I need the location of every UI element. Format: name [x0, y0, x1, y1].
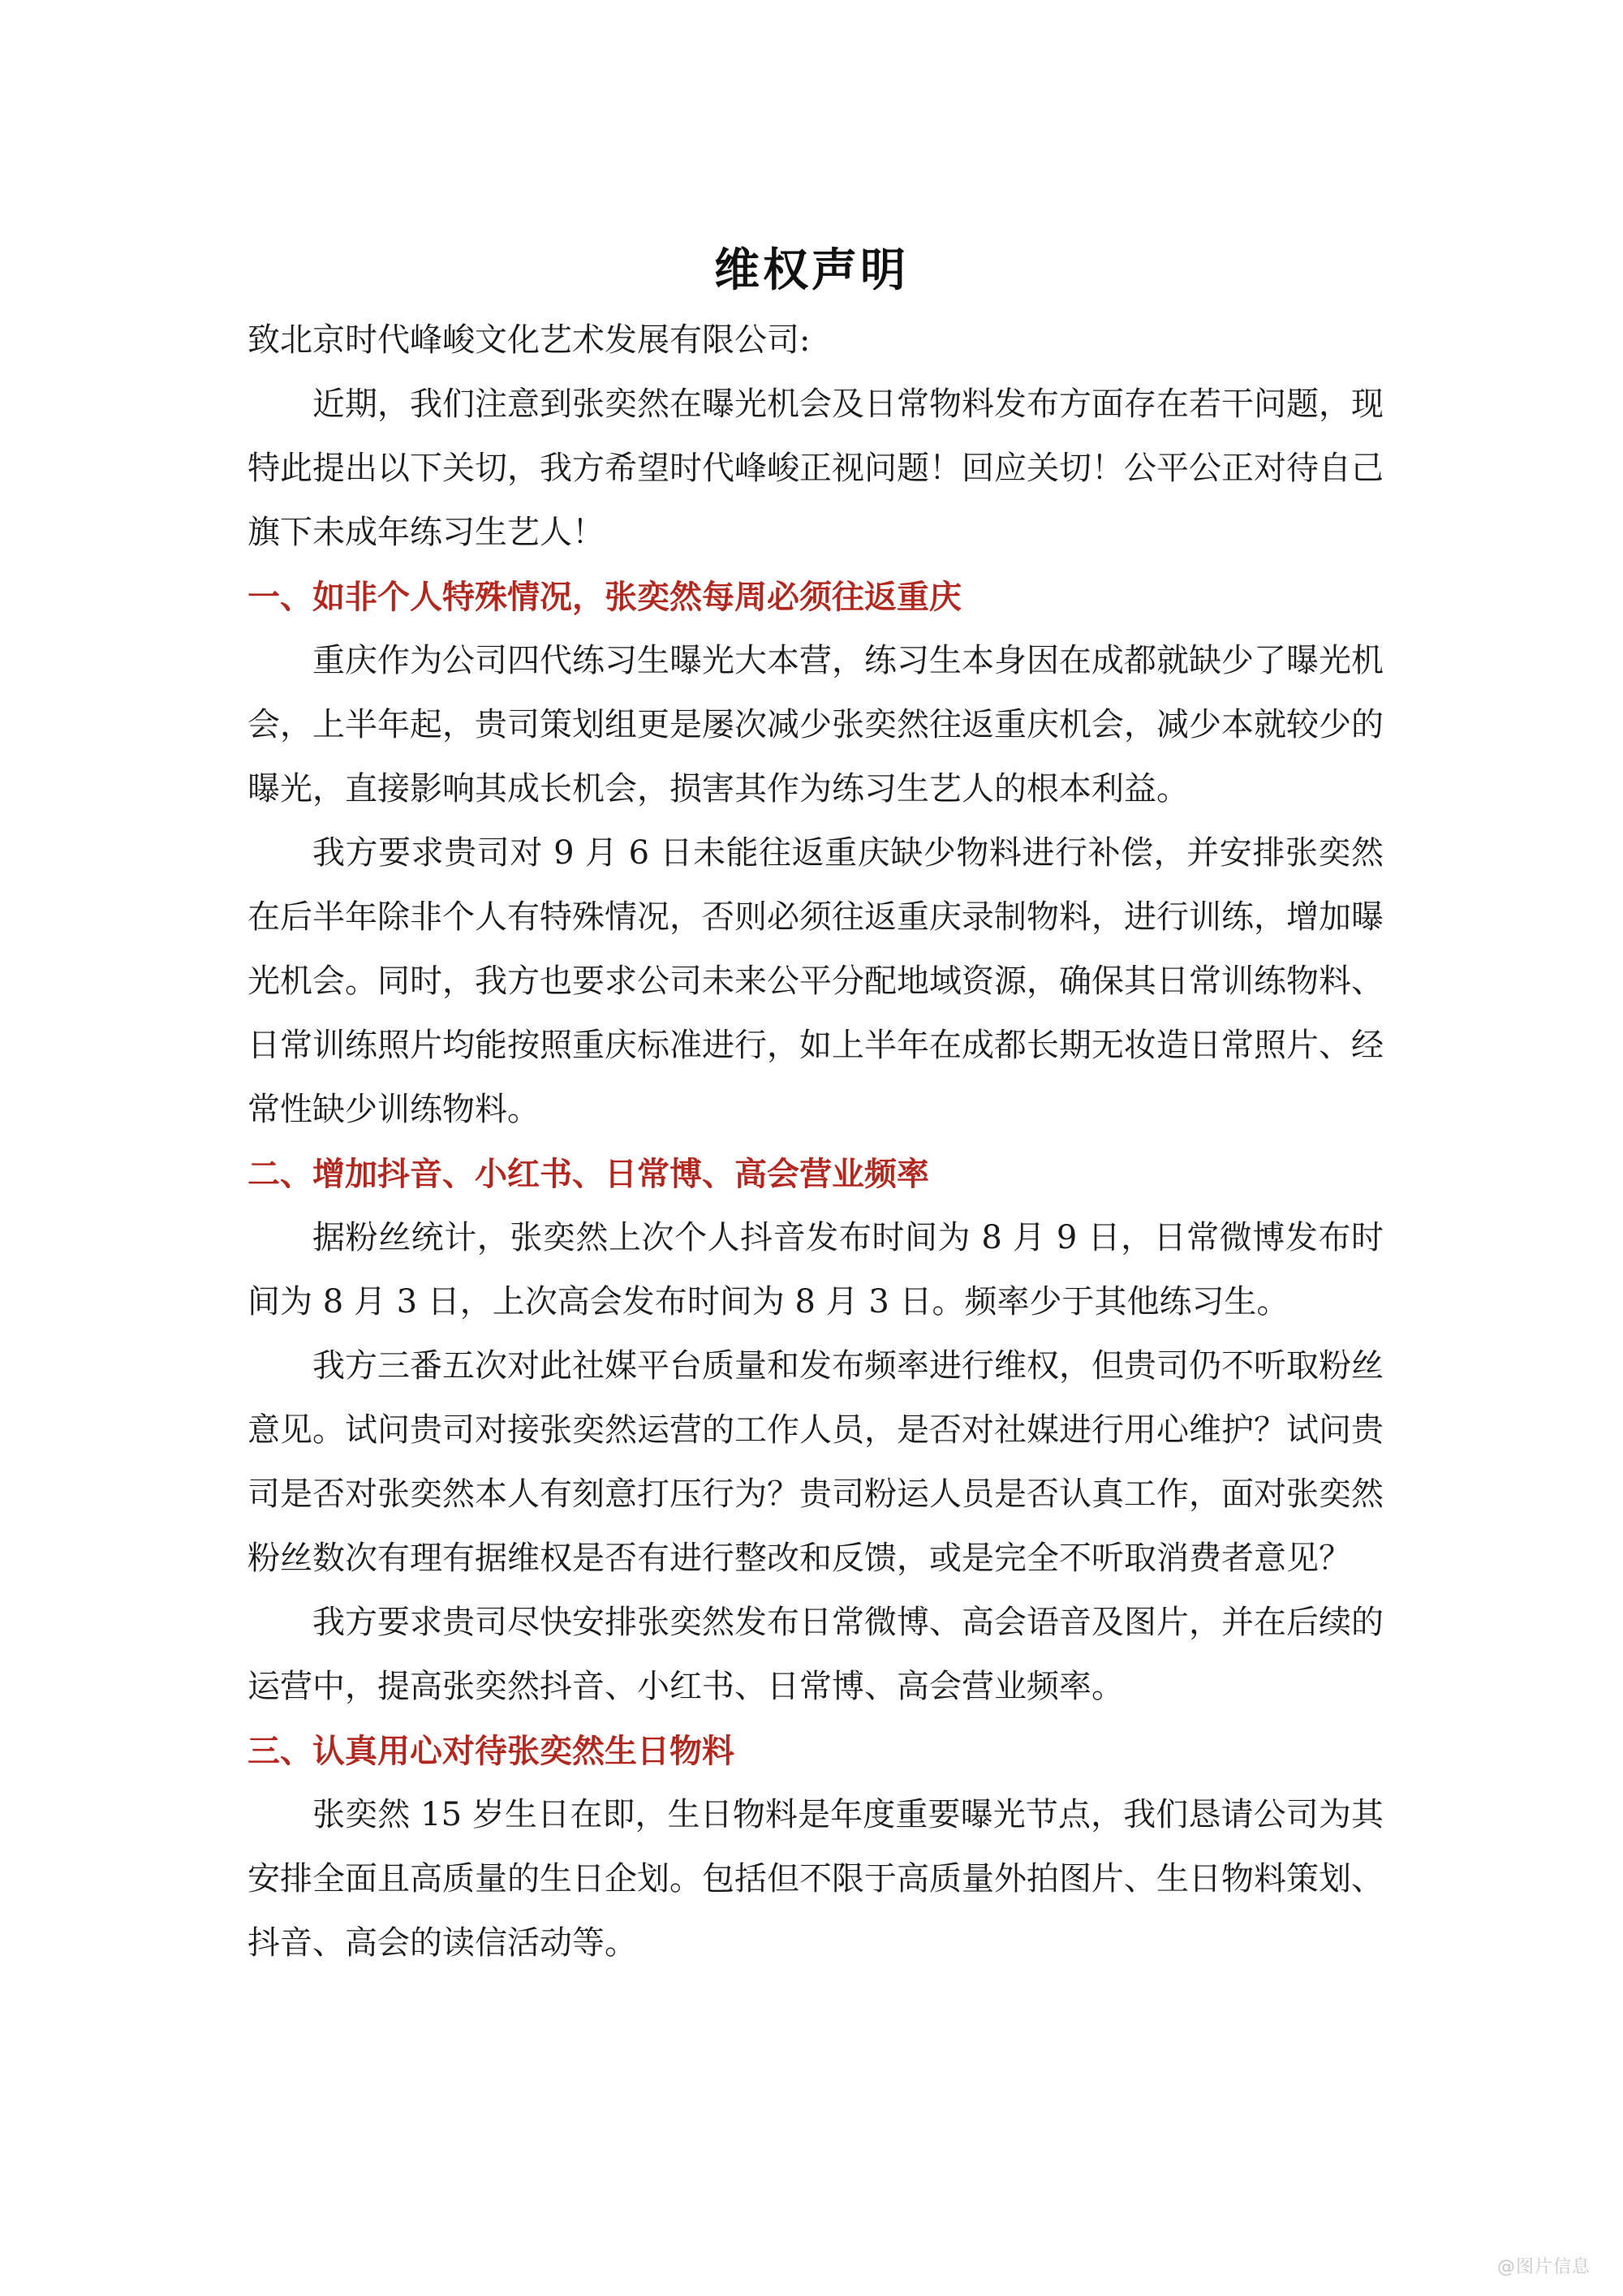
section-1-paragraph-2: 我方要求贵司对 9 月 6 日未能往返重庆缺少物料进行补偿，并安排张奕然在后半年除非个人有特殊情况，否则必须往返重庆录制物料，进行训练，增加曝光机会。同时，我方也要求公司未来公平分配地域资源，确保其日常训练物料、日常训练照片均能按照重庆标准进行，如上半年在成都长期无妆造日常照片、经常性缺少训练物料。 — [248, 834, 1384, 1128]
section-2-heading: 二、增加抖音、小红书、日常博、高会营业频率 — [248, 1155, 929, 1193]
section-2-paragraph-2: 我方三番五次对此社媒平台质量和发布频率进行维权，但贵司仍不听取粉丝意见。试问贵司对接张奕然运营的工作人员，是否对社媒进行用心维护？试问贵司是否对张奕然本人有刻意打压行为？贵司粉运人员是否认真工作，面对张奕然粉丝数次有理有据维权是否有进行整改和反馈，或是完全不听取消费者意见？ — [248, 1347, 1384, 1577]
section-3-heading: 三、认真用心对待张奕然生日物料 — [248, 1732, 734, 1770]
document-body — [248, 308, 1384, 1975]
document-title: 维权声明 — [714, 243, 909, 297]
section-2-paragraph-3: 我方要求贵司尽快安排张奕然发布日常微博、高会语音及图片，并在后续的运营中，提高张奕然抖音、小红书、日常博、高会营业频率。 — [248, 1604, 1384, 1705]
section-1-heading: 一、如非个人特殊情况，张奕然每周必须往返重庆 — [248, 578, 962, 616]
section-1-paragraph-1: 重庆作为公司四代练习生曝光大本营，练习生本身因在成都就缺少了曝光机会，上半年起，贵司策划组更是屡次减少张奕然往返重庆机会，减少本就较少的曝光，直接影响其成长机会，损害其作为练习生艺人的根本利益。 — [248, 642, 1384, 808]
section-3-paragraph-1: 张奕然 15 岁生日在即，生日物料是年度重要曝光节点，我们恳请公司为其安排全面且高质量的生日企划。包括但不限于高质量外拍图片、生日物料策划、抖音、高会的读信活动等。 — [248, 1796, 1384, 1962]
watermark: @图片信息 — [1496, 2257, 1591, 2277]
salutation: 致北京时代峰峻文化艺术发展有限公司: — [248, 321, 811, 359]
section-2-paragraph-1: 据粉丝统计，张奕然上次个人抖音发布时间为 8 月 9 日，日常微博发布时间为 8 月 3 日，上次高会发布时间为 8 月 3 日。频率少于其他练习生。 — [248, 1219, 1384, 1320]
intro-paragraph: 近期，我们注意到张奕然在曝光机会及日常物料发布方面存在若干问题，现特此提出以下关切，我方希望时代峰峻正视问题！回应关切！公平公正对待自己旗下未成年练习生艺人！ — [248, 386, 1384, 551]
